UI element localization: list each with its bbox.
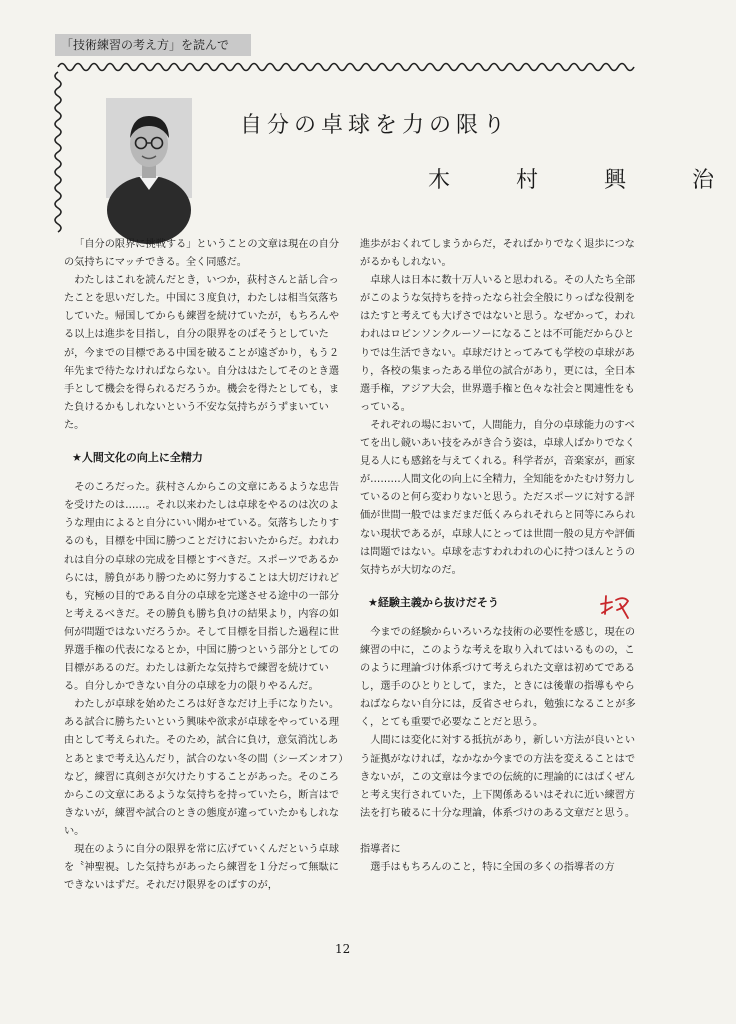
author-portrait-photo [106,98,192,198]
section-heading: ★経験主義から抜けだそう [368,595,499,609]
page-number: 12 [335,942,351,956]
decorative-wavy-border-top [58,60,640,74]
paragraph: 進歩がおくれてしまうからだ，そればかりでなく退歩につながるかもしれない。 [360,239,635,269]
paragraph: 現在のように自分の限界を常に広げていくんだという卓球を〝神聖視〟した気持ちがあったら練習を１分だって無駄にできないはずだ。それだけ限界をのばすのが， [64,844,340,892]
paragraph: 選手はもちろんのこと，特に全国の多くの指導者の方 [370,862,615,873]
paragraph: わたしはこれを読んだとき，いつか，荻村さんと話し合ったことを思いだした。中国に３度負け，わたしは相当気落ちしていた。帰国してからも練習を続けていたが，もちろんやる以上は進歩を目指し，自分の限界をのばそうとしていたが，今までの目標である中国を破ることが遠ざかり，もう２年先まで待たなければならない。自分ははたしてそのとき選手として機会を得られるだろうか。機会を得たとしても，また負けるかもしれないという不安な気持ちがうずまいていた。 [64,275,340,431]
paragraph: わたしが卓球を始めたころは好きなだけ上手になりたい。ある試合に勝ちたいという興味や欲求が卓球をやっている理由として考えられた。そのため，試合に負け，意気消沈しあとあとまで考え込んだり，試合のない冬の間（シーズンオフ）など，練習に真剣さが欠けたりすることがあった。そのころからこの文章にあるような気持ちを持っていたら，断言はできないが，練習や試合のときの態度が違っていたかもしれない。 [64,699,344,837]
paragraph: 今までの経験からいろいろな技術の必要性を感じ，現在の練習の中に，このような考えを取り入れてはいるものの，このように理論づけ体系づけて考えられた文章は初めてであるし，選手のひとりとして，また，ときには後輩の指導もやらねばならない自分には，反省させられ，勉強になることが多く，とても重要で必要なことだと思う。 [360,626,636,729]
paragraph: そのころだった。荻村さんからこの文章にあるような忠告を受けたのは……。それ以来わたしは卓球をやるのは次のような理由によると自分にいい聞かせている。気落ちしたりするのも，目標を中国に勝つことだけにおいたからだ。われわれは自分の卓球の完成を目標とすべきだ。スポーツであるからには，勝負があり勝つために努力することは大切だけれども，究極の目的である自分の卓球を完遂させる途中の一部分と考えるべきだ。その勝負も勝ち負けの結果より，内容の如何が問題ではないだろうか。そして目標を目指した過程に世界選手権の代表になるとか，中国に勝つという部分としての目標があるのだ。わたしは新たな気持ちで練習を続けている。自分しかできない自分の卓球を力の限りやるんだ。 [64,482,340,693]
article-left-column [64,236,344,895]
handwritten-red-mark [598,592,632,620]
paragraph: 人間には変化に対する抵抗があり，新しい方法が良いという証拠がなければ，なかなか今までの方法を変えることはできないが，この文章は今までの伝統的に理論的にはばくぜんと考え実行されていた，上下関係あるいはそれに近い練習方法を打ち破るに十分な理論，体系づけのある文章だと思う。 [360,735,636,819]
section-heading: ★人間文化の向上に全精力 [72,451,203,465]
decorative-wavy-border-left [52,72,64,232]
author-name: 木 村 興 治 [428,168,736,193]
paragraph: 「自分の限界に挑戦する」ということの文章は現在の自分の気持ちにマッチできる。全く同感だ。 [64,239,340,269]
article-title: 自分の卓球を力の限り [240,113,511,138]
paragraph: 卓球人は日本に数十万人いると思われる。その人たち全部がこのような気持ちを持ったなら社会全般にりっぱな役割をはたすと考えても大げさではないと思う。なぜかって，われわれはロビンソンクルーソーになることは不可能だからひとりでは生活できない。卓球だけとってみても学校の卓球があり，各校の集まったある単位の試合があり，更には，全日本選手権，アジア大会，世界選手権と色々な社会と関連性をもっている。 [360,275,636,413]
subheading-label: 指導者に [360,843,401,855]
paragraph: それぞれの場において，人間能力，自分の卓球能力のすべてを出し競いあい技をみがき合う姿は，卓球人ばかりでなく見る人にも感銘を与えてくれる。科学者が，音楽家が，画家が………人間文化の向上に全精力，全知能をかたむけ努力しているのと何ら変わりないと思う。ただスポーツに対する評価が世間一般ではまだまだ低くみられそれらと同等にみられない現状であるが，卓球人にとっては世間一般の見方や評価は問題ではない。卓球を志すわれわれの心に持つほんとうの気持ちが大切なのだ。 [360,419,636,576]
article-right-column [360,236,643,877]
series-tag: 「技術練習の考え方」を読んで [55,34,251,56]
